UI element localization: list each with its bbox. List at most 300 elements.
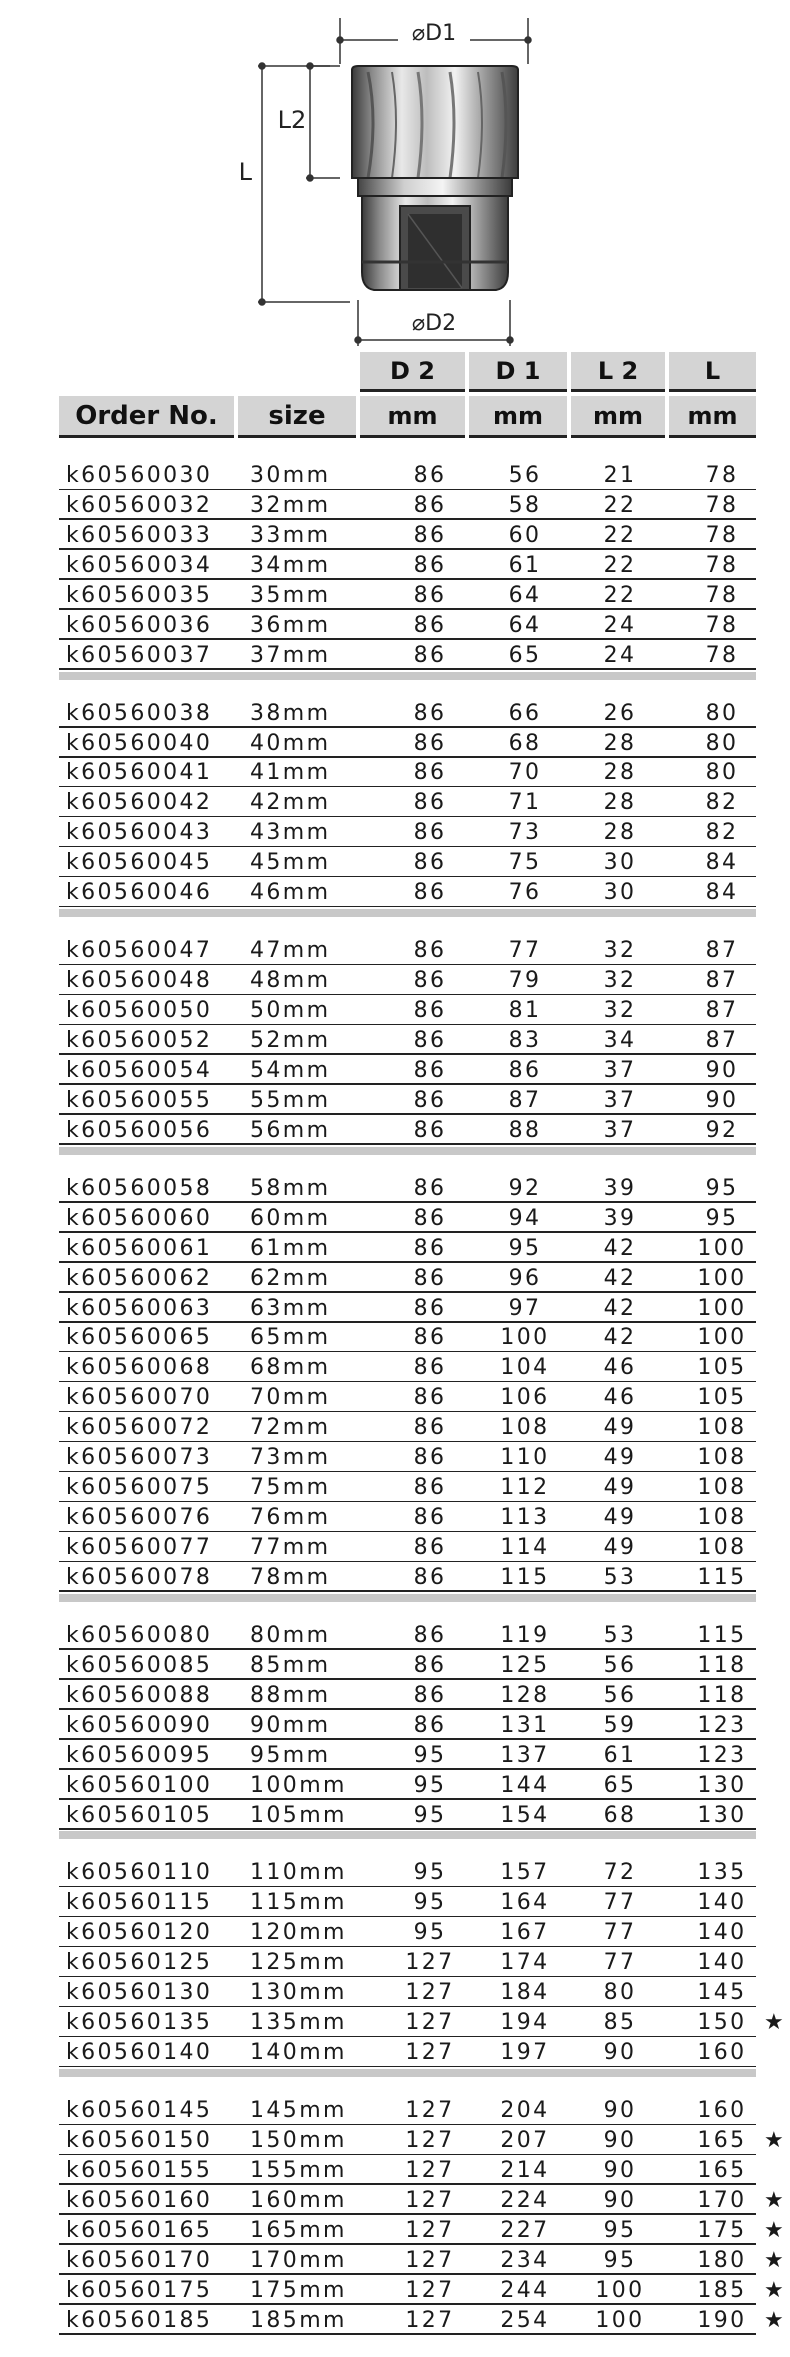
l-cell: 78 [705, 463, 739, 488]
table-row [0, 787, 790, 817]
l2-cell: 90 [603, 2157, 637, 2183]
l-cell: 190 [697, 2307, 747, 2333]
order-number: k60560038 [66, 700, 213, 726]
table-row [0, 847, 790, 877]
l2-cell: 100 [595, 2307, 645, 2333]
l-cell: 78 [705, 492, 739, 518]
star-marker: ★ [764, 2277, 787, 2303]
order-number: k60560125 [66, 1950, 213, 1976]
l-cell: 180 [697, 2247, 747, 2273]
d2-cell: 127 [405, 2187, 455, 2213]
d2-cell: 127 [405, 2040, 455, 2066]
table-row [0, 1620, 790, 1650]
order-number: k60560078 [66, 1564, 213, 1590]
size-cell: 34mm [250, 552, 331, 578]
size-cell: 33mm [250, 522, 331, 548]
l-cell: 108 [697, 1415, 747, 1441]
order-number: k60560060 [66, 1205, 213, 1231]
table-row [0, 817, 790, 847]
d2-cell: 86 [413, 1355, 447, 1381]
table-row [0, 2215, 790, 2245]
row-divider [59, 1828, 756, 1830]
order-number: k60560037 [66, 642, 213, 668]
row-divider [59, 906, 756, 908]
size-cell: 155mm [250, 2157, 347, 2183]
l-cell: 108 [697, 1535, 747, 1561]
d1-cell: 194 [500, 2010, 550, 2036]
size-cell: 41mm [250, 760, 331, 786]
d1-cell: 73 [508, 820, 542, 846]
d2-cell: 86 [413, 1682, 447, 1708]
order-number: k60560063 [66, 1295, 213, 1321]
d1-cell: 157 [500, 1860, 550, 1886]
header-l2: L 2 [571, 352, 665, 392]
l-cell: 92 [705, 1117, 739, 1143]
size-cell: 135mm [250, 2010, 347, 2036]
size-cell: 40mm [250, 730, 331, 756]
order-number: k60560155 [66, 2157, 213, 2183]
l-cell: 78 [705, 612, 739, 638]
order-number: k60560052 [66, 1027, 213, 1053]
l-cell: 130 [697, 1772, 747, 1798]
table-row [0, 2095, 790, 2125]
order-number: k60560062 [66, 1265, 213, 1291]
table-row [0, 1740, 790, 1770]
l-cell: 123 [697, 1742, 747, 1768]
table-row [0, 2125, 790, 2155]
d1-cell: 234 [500, 2247, 550, 2273]
order-number: k60560095 [66, 1742, 213, 1768]
l2-cell: 90 [603, 2187, 637, 2213]
table-row [0, 1085, 790, 1115]
size-cell: 150mm [250, 2128, 347, 2153]
size-cell: 58mm [250, 1175, 331, 1201]
order-number: k60560150 [66, 2128, 213, 2153]
header-order-no: Order No. [59, 396, 234, 438]
d2-cell: 86 [413, 968, 447, 994]
d2-cell: 86 [413, 938, 447, 964]
size-cell: 43mm [250, 820, 331, 846]
size-cell: 35mm [250, 582, 331, 608]
table-row [0, 2245, 790, 2275]
d2-cell: 127 [405, 2098, 455, 2124]
star-marker: ★ [764, 2187, 787, 2213]
order-number: k60560058 [66, 1175, 213, 1201]
size-cell: 110mm [250, 1860, 347, 1886]
size-cell: 130mm [250, 1980, 347, 2006]
d1-cell: 114 [500, 1535, 550, 1561]
order-number: k60560046 [66, 880, 213, 906]
l2-cell: 49 [603, 1505, 637, 1531]
l2-cell: 59 [603, 1712, 637, 1738]
d2-cell: 86 [413, 730, 447, 756]
star-marker: ★ [764, 2307, 787, 2333]
star-marker: ★ [764, 2217, 787, 2243]
l-cell: 140 [697, 1920, 747, 1946]
l-cell: 170 [697, 2187, 747, 2213]
header-l-unit: mm [669, 396, 756, 438]
table-row [0, 1857, 790, 1887]
size-cell: 85mm [250, 1652, 331, 1678]
l2-cell: 32 [603, 968, 637, 994]
order-number: k60560033 [66, 522, 213, 548]
l-cell: 95 [705, 1205, 739, 1231]
size-cell: 52mm [250, 1027, 331, 1053]
d2-cell: 86 [413, 1535, 447, 1561]
d1-cell: 204 [500, 2098, 550, 2124]
d1-cell: 128 [500, 1682, 550, 1708]
order-number: k60560135 [66, 2010, 213, 2036]
l-cell: 100 [697, 1325, 747, 1351]
size-cell: 65mm [250, 1325, 331, 1351]
d2-label: ⌀D2 [411, 311, 457, 336]
d2-cell: 86 [413, 552, 447, 578]
l2-cell: 28 [603, 730, 637, 756]
socket-illustration [352, 66, 518, 290]
group-separator [59, 1831, 756, 1839]
table-row [0, 1680, 790, 1710]
l-cell: 87 [705, 998, 739, 1024]
table-row [0, 1502, 790, 1532]
size-cell: 60mm [250, 1205, 331, 1231]
order-number: k60560090 [66, 1712, 213, 1738]
d1-cell: 184 [500, 1980, 550, 2006]
l2-cell: 80 [603, 1980, 637, 2006]
table-row [0, 1055, 790, 1085]
size-cell: 100mm [250, 1772, 347, 1798]
header-l2-unit: mm [571, 396, 665, 438]
order-number: k60560080 [66, 1622, 213, 1648]
d1-cell: 227 [500, 2217, 550, 2243]
d1-cell: 207 [500, 2128, 550, 2153]
d2-cell: 86 [413, 1027, 447, 1053]
order-number: k60560085 [66, 1652, 213, 1678]
d2-cell: 127 [405, 2128, 455, 2153]
d1-cell: 112 [500, 1475, 550, 1501]
l-cell: 160 [697, 2040, 747, 2066]
l2-cell: 22 [603, 552, 637, 578]
d1-cell: 87 [508, 1087, 542, 1113]
star-marker: ★ [764, 2128, 787, 2153]
d2-cell: 127 [405, 2010, 455, 2036]
d1-cell: 64 [508, 612, 542, 638]
d2-cell: 127 [405, 1950, 455, 1976]
group-separator [59, 909, 756, 917]
order-number: k60560130 [66, 1980, 213, 2006]
d1-cell: 144 [500, 1772, 550, 1798]
l2-cell: 49 [603, 1475, 637, 1501]
d2-cell: 95 [413, 1802, 447, 1828]
size-cell: 120mm [250, 1920, 347, 1946]
table-row [0, 995, 790, 1025]
d1-cell: 58 [508, 492, 542, 518]
l-cell: 84 [705, 880, 739, 906]
l-cell: 115 [697, 1622, 747, 1648]
table-row [0, 935, 790, 965]
table-row [0, 1352, 790, 1382]
size-cell: 62mm [250, 1265, 331, 1291]
order-number: k60560076 [66, 1505, 213, 1531]
l-cell: 78 [705, 522, 739, 548]
d1-cell: 68 [508, 730, 542, 756]
table-row [0, 1442, 790, 1472]
row-divider [59, 2066, 756, 2068]
order-number: k60560140 [66, 2040, 213, 2066]
d2-cell: 86 [413, 1564, 447, 1590]
order-number: k60560055 [66, 1087, 213, 1113]
size-cell: 72mm [250, 1415, 331, 1441]
size-cell: 63mm [250, 1295, 331, 1321]
l-cell: 82 [705, 790, 739, 816]
table-row [0, 490, 790, 520]
row-divider [59, 2333, 756, 2335]
order-number: k60560036 [66, 612, 213, 638]
l2-cell: 77 [603, 1890, 637, 1916]
l-cell: 100 [697, 1265, 747, 1291]
d2-cell: 86 [413, 1445, 447, 1471]
d1-cell: 83 [508, 1027, 542, 1053]
d1-cell: 100 [500, 1325, 550, 1351]
size-cell: 145mm [250, 2098, 347, 2124]
l-cell: 118 [697, 1652, 747, 1678]
size-cell: 48mm [250, 968, 331, 994]
d1-cell: 244 [500, 2277, 550, 2303]
l2-cell: 37 [603, 1087, 637, 1113]
d2-cell: 86 [413, 1325, 447, 1351]
d1-cell: 154 [500, 1802, 550, 1828]
header-d1: D 1 [469, 352, 567, 392]
l2-cell: 49 [603, 1445, 637, 1471]
d2-cell: 86 [413, 1652, 447, 1678]
d1-cell: 66 [508, 700, 542, 726]
d1-cell: 79 [508, 968, 542, 994]
order-number: k60560068 [66, 1355, 213, 1381]
d2-cell: 86 [413, 582, 447, 608]
l2-cell: 53 [603, 1622, 637, 1648]
order-number: k60560175 [66, 2277, 213, 2303]
order-number: k60560075 [66, 1475, 213, 1501]
table-row [0, 550, 790, 580]
l2-cell: 56 [603, 1652, 637, 1678]
order-number: k60560088 [66, 1682, 213, 1708]
d2-cell: 95 [413, 1920, 447, 1946]
table-row [0, 2185, 790, 2215]
d2-cell: 127 [405, 2307, 455, 2333]
size-cell: 80mm [250, 1622, 331, 1648]
header-d2: D 2 [360, 352, 465, 392]
group-separator [59, 1594, 756, 1602]
d1-cell: 97 [508, 1295, 542, 1321]
l2-cell: 77 [603, 1950, 637, 1976]
size-cell: 78mm [250, 1564, 331, 1590]
l-cell: 105 [697, 1385, 747, 1411]
table-row [0, 1650, 790, 1680]
size-cell: 73mm [250, 1445, 331, 1471]
d1-cell: 131 [500, 1712, 550, 1738]
l2-cell: 24 [603, 642, 637, 668]
size-cell: 125mm [250, 1950, 347, 1976]
l2-cell: 22 [603, 522, 637, 548]
l-cell: 165 [697, 2128, 747, 2153]
order-number: k60560120 [66, 1920, 213, 1946]
d1-cell: 81 [508, 998, 542, 1024]
table-row [0, 1233, 790, 1263]
size-cell: 54mm [250, 1057, 331, 1083]
l2-cell: 28 [603, 820, 637, 846]
d1-cell: 113 [500, 1505, 550, 1531]
d1-cell: 214 [500, 2157, 550, 2183]
header-d2-unit: mm [360, 396, 465, 438]
l2-cell: 42 [603, 1235, 637, 1261]
size-cell: 47mm [250, 938, 331, 964]
table-row [0, 640, 790, 670]
d2-cell: 86 [413, 790, 447, 816]
d2-cell: 127 [405, 2247, 455, 2273]
l2-cell: 30 [603, 880, 637, 906]
l-cell: 95 [705, 1175, 739, 1201]
size-cell: 37mm [250, 642, 331, 668]
l2-cell: 53 [603, 1564, 637, 1590]
d2-cell: 127 [405, 1980, 455, 2006]
d2-cell: 86 [413, 820, 447, 846]
l-cell: 82 [705, 820, 739, 846]
size-cell: 38mm [250, 700, 331, 726]
size-cell: 90mm [250, 1712, 331, 1738]
d1-cell: 125 [500, 1652, 550, 1678]
l-cell: 185 [697, 2277, 747, 2303]
size-cell: 45mm [250, 850, 331, 876]
d2-cell: 127 [405, 2277, 455, 2303]
d2-cell: 127 [405, 2157, 455, 2183]
l2-cell: 46 [603, 1385, 637, 1411]
l-cell: 123 [697, 1712, 747, 1738]
l-cell: 80 [705, 730, 739, 756]
l2-cell: 24 [603, 612, 637, 638]
d1-cell: 137 [500, 1742, 550, 1768]
size-cell: 46mm [250, 880, 331, 906]
d1-cell: 77 [508, 938, 542, 964]
l-cell: 105 [697, 1355, 747, 1381]
order-number: k60560061 [66, 1235, 213, 1261]
d2-cell: 86 [413, 1712, 447, 1738]
d2-cell: 86 [413, 492, 447, 518]
l2-cell: 95 [603, 2247, 637, 2273]
l-label: L [238, 158, 252, 186]
l2-cell: 30 [603, 850, 637, 876]
order-number: k60560043 [66, 820, 213, 846]
l-cell: 135 [697, 1860, 747, 1886]
d1-cell: 60 [508, 522, 542, 548]
order-number: k60560100 [66, 1772, 213, 1798]
d1-cell: 88 [508, 1117, 542, 1143]
d1-cell: 96 [508, 1265, 542, 1291]
l-cell: 108 [697, 1475, 747, 1501]
d2-cell: 86 [413, 1295, 447, 1321]
table-row [0, 1800, 790, 1830]
l-cell: 160 [697, 2098, 747, 2124]
l-cell: 87 [705, 1027, 739, 1053]
order-number: k60560105 [66, 1802, 213, 1828]
d2-cell: 86 [413, 760, 447, 786]
order-number: k60560077 [66, 1535, 213, 1561]
l-cell: 108 [697, 1505, 747, 1531]
l-cell: 150 [697, 2010, 747, 2036]
l2-cell: 61 [603, 1742, 637, 1768]
size-cell: 115mm [250, 1890, 347, 1916]
l-cell: 90 [705, 1057, 739, 1083]
l-cell: 130 [697, 1802, 747, 1828]
l2-cell: 77 [603, 1920, 637, 1946]
l2-cell: 49 [603, 1415, 637, 1441]
l2-cell: 28 [603, 760, 637, 786]
d1-cell: 115 [500, 1564, 550, 1590]
d2-cell: 86 [413, 1057, 447, 1083]
table-row [0, 610, 790, 640]
order-number: k60560035 [66, 582, 213, 608]
l2-cell: 34 [603, 1027, 637, 1053]
l-cell: 140 [697, 1890, 747, 1916]
d1-cell: 94 [508, 1205, 542, 1231]
l-cell: 175 [697, 2217, 747, 2243]
l2-cell: 49 [603, 1535, 637, 1561]
d1-cell: 108 [500, 1415, 550, 1441]
d1-cell: 167 [500, 1920, 550, 1946]
table-row [0, 877, 790, 907]
l-cell: 78 [705, 582, 739, 608]
order-number: k60560030 [66, 463, 213, 488]
d1-cell: 92 [508, 1175, 542, 1201]
size-cell: 61mm [250, 1235, 331, 1261]
header-d1-unit: mm [469, 396, 567, 438]
l-cell: 78 [705, 642, 739, 668]
size-cell: 32mm [250, 492, 331, 518]
d2-cell: 86 [413, 1235, 447, 1261]
d1-cell: 71 [508, 790, 542, 816]
table-row [0, 1710, 790, 1740]
size-cell: 105mm [250, 1802, 347, 1828]
d1-cell: 197 [500, 2040, 550, 2066]
size-cell: 170mm [250, 2247, 347, 2273]
order-number: k60560032 [66, 492, 213, 518]
l-cell: 87 [705, 938, 739, 964]
table-row [0, 1977, 790, 2007]
order-number: k60560050 [66, 998, 213, 1024]
order-number: k60560048 [66, 968, 213, 994]
l-dimension [258, 63, 350, 305]
size-cell: 75mm [250, 1475, 331, 1501]
size-cell: 165mm [250, 2217, 347, 2243]
group-separator [59, 2069, 756, 2077]
l2-cell: 39 [603, 1205, 637, 1231]
order-number: k60560065 [66, 1325, 213, 1351]
order-number: k60560073 [66, 1445, 213, 1471]
d1-label: ⌀D1 [411, 21, 457, 46]
l2-cell: 22 [603, 492, 637, 518]
d1-cell: 254 [500, 2307, 550, 2333]
group-separator [59, 672, 756, 680]
table-row [0, 2037, 790, 2067]
header-size: size [238, 396, 356, 438]
order-number: k60560047 [66, 938, 213, 964]
order-number: k60560115 [66, 1890, 213, 1916]
l2-cell: 90 [603, 2040, 637, 2066]
d1-cell: 174 [500, 1950, 550, 1976]
table-row [0, 1412, 790, 1442]
order-number: k60560040 [66, 730, 213, 756]
d2-cell: 95 [413, 1742, 447, 1768]
group-separator [59, 1147, 756, 1155]
d2-cell: 95 [413, 1860, 447, 1886]
